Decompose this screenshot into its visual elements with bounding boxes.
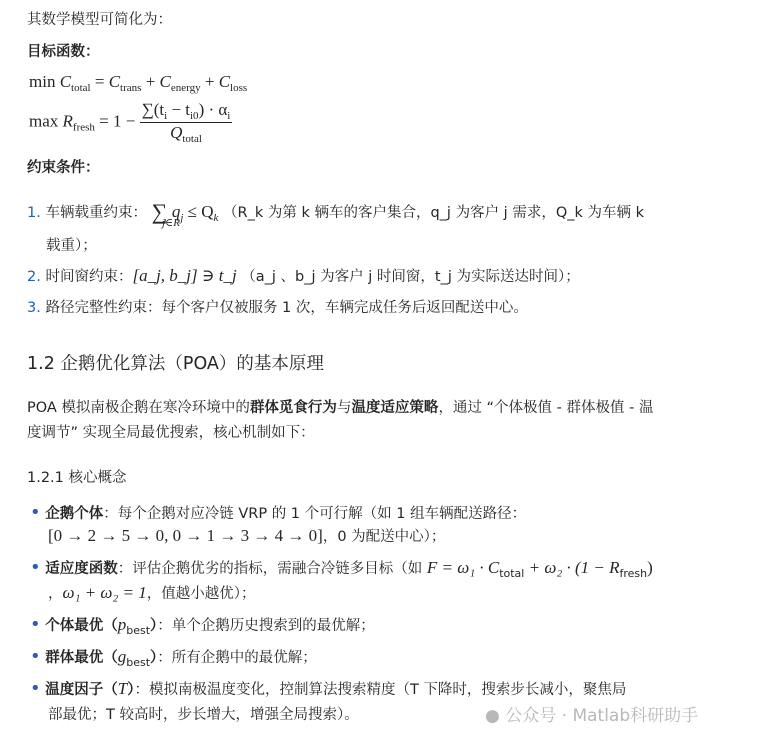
intro-text: 其数学模型可简化为： — [27, 12, 172, 28]
bullet-fitness-cont: ，ω₁ + ω₂ = 1，值越小越优）； — [48, 583, 256, 602]
objective-title: 目标函数： — [27, 44, 100, 60]
bullet-gbest: • 群体最优$(g_{best})$：所有企鹅中的最优解； — [30, 646, 317, 669]
bullet-pbest: • 个体最优$(p_{best})$：单个企鹅历史搜索到的最优解； — [30, 614, 375, 637]
bullet-temperature-cont: 部最优；T 较高时，步长增大，增强全局搜索）。 — [48, 707, 359, 723]
sum-subscript: j∈R — [162, 217, 180, 229]
intro-paragraph-cont: 度调节” 实现全局最优搜索，核心机制如下： — [27, 425, 315, 441]
bullet-temperature: • 温度因子（T）：模拟南极温度变化，控制算法搜索精度（T 下降时，搜索步长减小，聚焦局 — [30, 678, 627, 699]
intro-paragraph: POA 模拟南极企鹅在寒冷环境中的群体觅食行为与温度适应策略，通过 “个体极值 - 群体极值 - 温 — [27, 400, 654, 416]
constraint-title: 约束条件： — [27, 160, 100, 176]
bullet-fitness: • 适应度函数：评估企鹅优劣的指标，需融合冷链多目标（如 $F = \omega_1 \cdot C_{total} + \omega_2 \cdot (1 - R_{fresh})$ — [30, 557, 653, 580]
bullet-penguin-individual: • 企鹅个体：每个企鹅对应冷链 VRP 的 1 个可行解（如 1 组车辆配送路径： — [30, 502, 527, 523]
watermark: ● 公众号 · Matlab科研助手 — [485, 706, 699, 726]
constraint-3: 3. 路径完整性约束：每个客户仅被服务 1 次，车辆完成任务后返回配送中心。 — [27, 300, 528, 316]
constraint-1-cont: 载重）； — [46, 238, 97, 254]
equation-max-fresh: $\max R_{fresh} = 1$ − $\frac{\sum(t_i - t_{i0}) \cdot \alpha_i}{Q_{total}}$ — [29, 100, 231, 145]
subheading: 1.2.1 核心概念 — [27, 470, 127, 486]
constraint-2: 2. 时间窗约束：[a_j, b_j] ∋ t_j （a_j 、b_j 为客户 j 时间窗，t_j 为实际送达时间）； — [27, 266, 580, 285]
bullet-penguin-individual-cont: [0 → 2 → 5 → 0, 0 → 1 → 3 → 4 → 0]，0 为配送中心）； — [48, 526, 446, 545]
section-heading: 1.2 企鹅优化算法（POA）的基本原理 — [27, 354, 324, 374]
constraint-1: 1. 车辆载重约束： ∑ $q_j \le Q_k$ （R_k 为第 k 辆车的客户集合，q_j 为客户 j 需求，Q_k 为车辆 k — [27, 199, 644, 224]
wechat-icon: ● — [485, 706, 500, 726]
equation-min-cost: $\min C_{total} = C_{trans} + C_{energy} + C_{loss}$ — [29, 72, 248, 94]
